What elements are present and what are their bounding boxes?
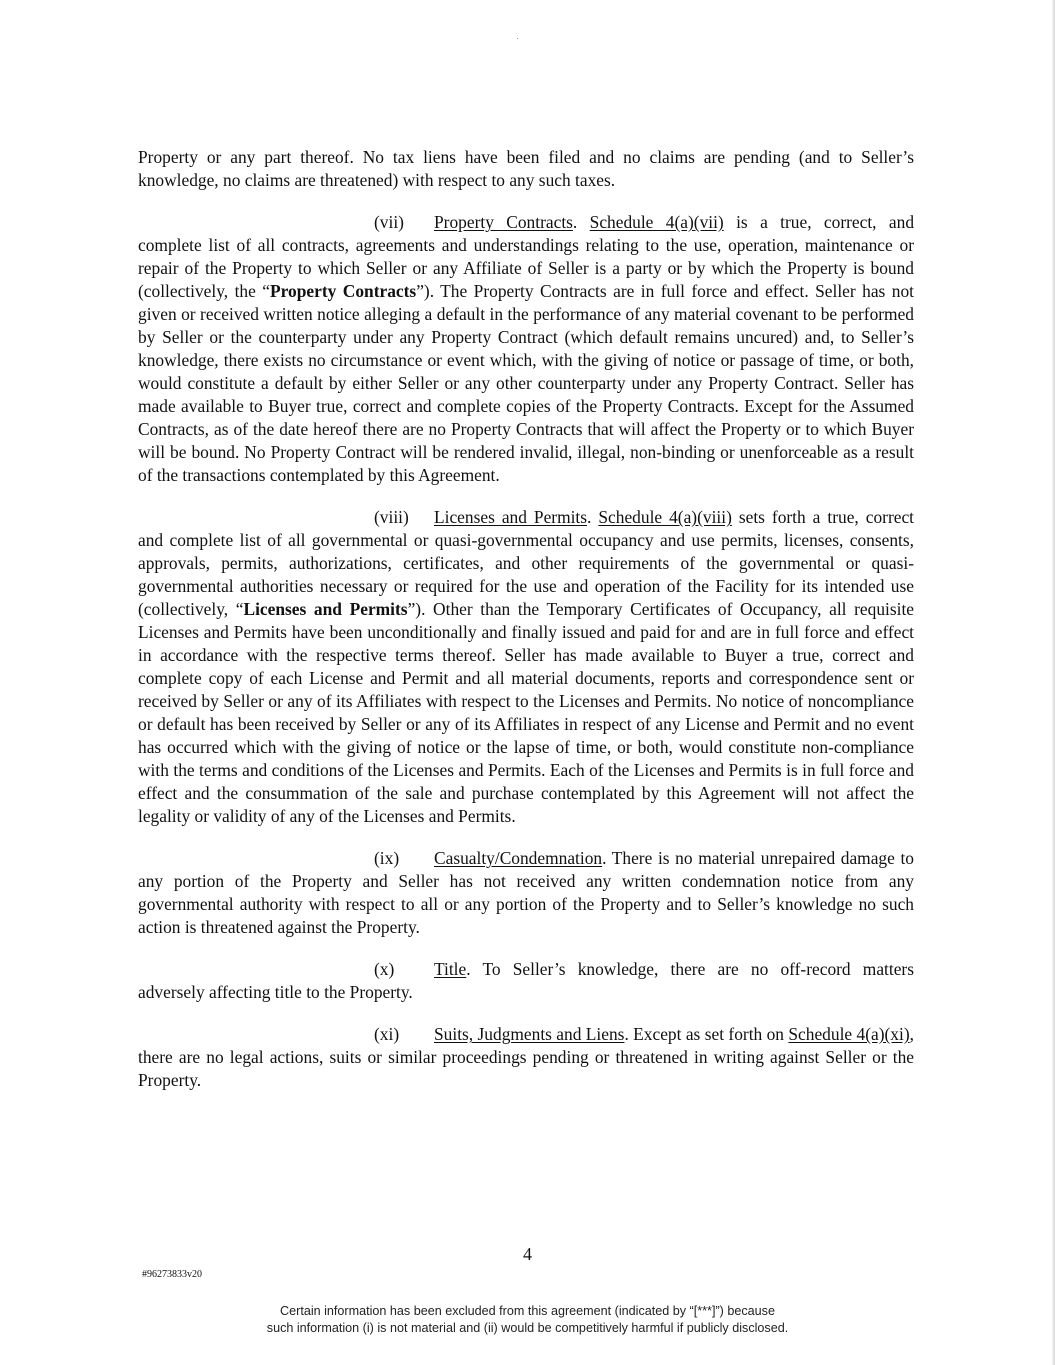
section-heading: Title	[434, 959, 467, 979]
confidentiality-footer	[0, 1303, 1055, 1337]
section-text: Except as set forth on	[633, 1024, 789, 1044]
section-text: ”). The Property Contracts are in full force and effect. Seller has not given or received written notice alleging a default in the performance of any material covenant to be performed by Seller or the counterparty under any Property Contract (which default remains uncured) and, to Seller’s knowledge, there exists no circumstance or event which, with the giving of notice or passage of time, or both, would constitute a default by either Seller or any other counterparty under any Property Contract. Seller has made available to Buyer true, correct and complete copies of the Property Contracts. Except for the Assumed Contracts, as of the date hereof there are no Property Contracts that will affect the Property or to which Buyer will be bound. No Property Contract will be rendered invalid, illegal, non-binding or unenforceable as a result of the transactions contemplated by this Agreement.	[138, 281, 914, 485]
section-number: (vii)	[374, 212, 404, 232]
section-number: (viii)	[374, 507, 409, 527]
section-text: sets forth a true, correct and complete list of all governmental or quasi-governmental occupancy and use permits, licenses, consents, approvals, permits, authorizations, certificates, and other requirements of the governmental or quasi-governmental authorities necessary or required for the use and operation of the Facility for its intended use (collectively, “	[138, 507, 914, 619]
section-heading: Licenses and Permits	[434, 507, 588, 527]
section-text: is a true, correct, and complete list of all contracts, agreements and understandings relating to the use, operation, maintenance or repair of the Property to which Seller or any Affiliate of Seller is a party or by which the Property is bound (collectively, the “	[138, 212, 915, 301]
section-number: (ix)	[374, 848, 400, 868]
section-text: , there are no legal actions, suits or similar proceedings pending or threatened in writing against Seller or the Property.	[138, 1024, 914, 1090]
document-body	[138, 146, 914, 1111]
section-heading-separator: .	[466, 959, 483, 979]
scan-speck	[517, 38, 518, 39]
intro-paragraph: Property or any part thereof. No tax liens have been filed and no claims are pending (and to Seller’s knowledge, no claims are threatened) with respect to any such taxes.	[138, 147, 914, 190]
section-heading-separator: .	[587, 507, 599, 527]
schedule-reference: Schedule 4(a)(xi)	[788, 1024, 910, 1044]
schedule-reference: Schedule 4(a)(viii)	[598, 507, 732, 527]
schedule-reference: Schedule 4(a)(vii)	[589, 212, 724, 232]
page-number: 4	[523, 1244, 532, 1264]
section-paragraph	[138, 506, 914, 828]
section-heading-separator: .	[602, 848, 612, 868]
section-paragraph	[138, 211, 914, 487]
section-text: ”). Other than the Temporary Certificates of Occupancy, all requisite Licenses and Permits have been unconditionally and finally issued and paid for and are in full force and effect in accordance with the respective terms thereof. Seller has made available to Buyer a true, correct and complete copy of each License and Permit and all material documents, reports and correspondence sent or received by Seller or any of its Affiliates with respect to the Licenses and Permits. No notice of noncompliance or default has been received by Seller or any of its Affiliates in respect of any License and Permit and no event has occurred which with the giving of notice or the lapse of time, or both, would constitute non-compliance with the terms and conditions of the Licenses and Permits. Each of the Licenses and Permits is in full force and effect and the consummation of the sale and purchase contemplated by this Agreement will not affect the legality or validity of any of the Licenses and Permits.	[138, 599, 915, 826]
section-paragraph	[138, 847, 914, 939]
section-text: There is no material unrepaired damage to any portion of the Property and Seller has not received any written condemnation notice from any governmental authority with respect to all or any portion of the Property and to Seller’s knowledge no such action is threatened against the Property.	[138, 848, 914, 937]
section-number: (xi)	[374, 1024, 400, 1044]
defined-term: Licenses and Permits	[243, 599, 408, 619]
section-heading-separator: .	[572, 212, 590, 232]
section-number: (x)	[374, 959, 395, 979]
footer-line-2: such information (i) is not material and (ii) would be competitively harmful if publicly disclosed.	[266, 1321, 789, 1335]
footer-line-1: Certain information has been excluded from this agreement (indicated by “[***]”) because	[280, 1304, 775, 1318]
section-paragraph	[138, 1023, 914, 1092]
defined-term: Property Contracts	[270, 281, 417, 301]
sections-list	[138, 211, 914, 1092]
section-heading-separator: .	[624, 1024, 634, 1044]
section-heading: Casualty/Condemnation	[434, 848, 603, 868]
section-paragraph	[138, 958, 914, 1004]
document-id: #96273833v20	[142, 1269, 202, 1280]
section-heading: Property Contracts	[434, 212, 573, 232]
section-text: To Seller’s knowledge, there are no off-record matters adversely affecting title to the Property.	[138, 959, 914, 1002]
section-heading: Suits, Judgments and Liens	[434, 1024, 625, 1044]
